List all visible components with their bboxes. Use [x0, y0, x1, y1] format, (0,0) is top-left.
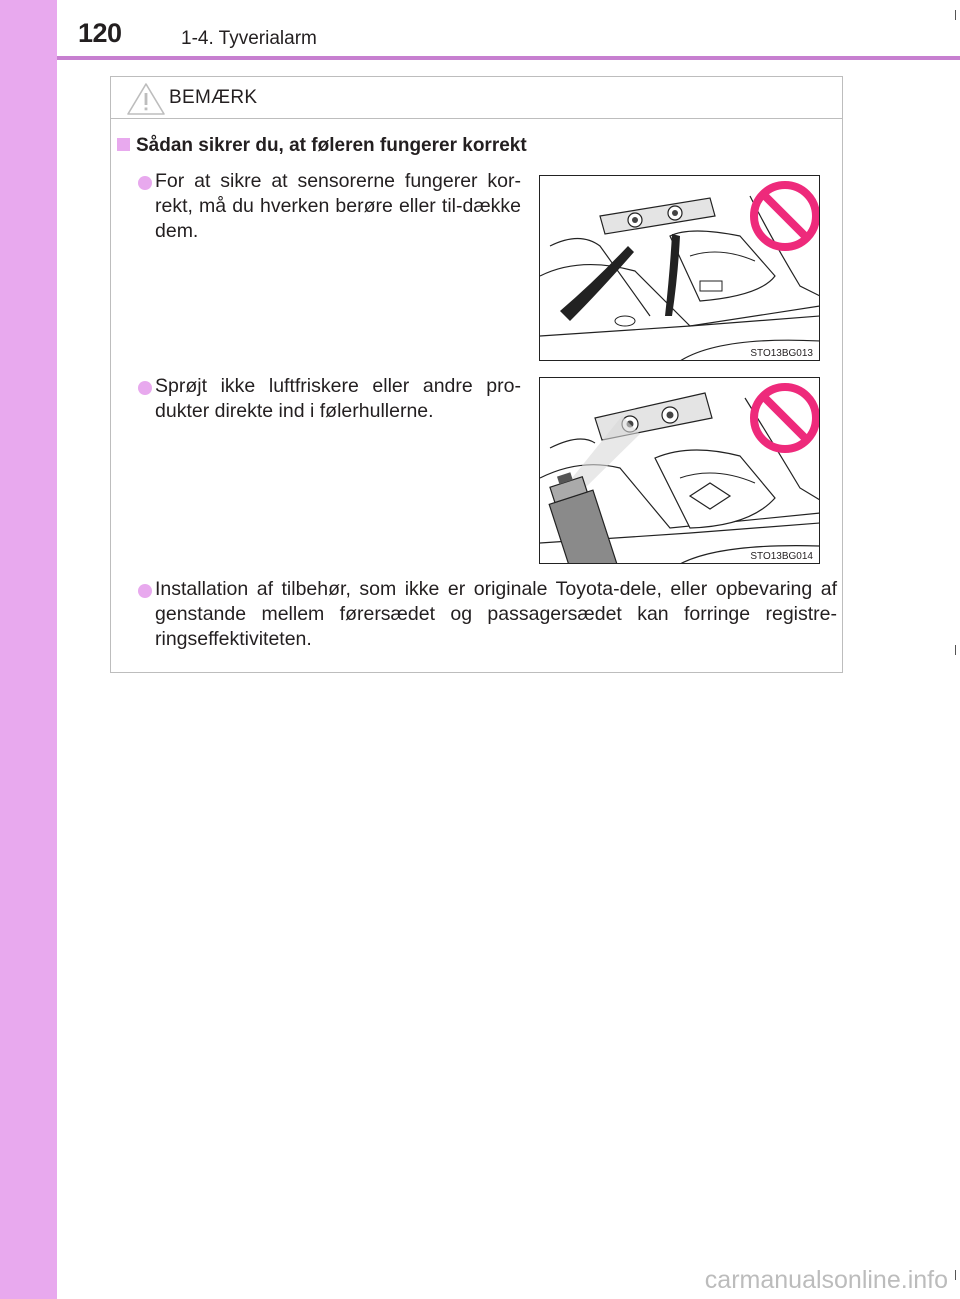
header-rule	[57, 56, 960, 60]
list-item: For at sikre at sensorerne fungerer kor-rekt, må du hverken berøre eller til-dække dem.	[155, 170, 521, 242]
crop-mark	[955, 645, 956, 655]
page-number: 120	[78, 18, 122, 48]
figure-spray-sensor	[539, 377, 820, 564]
notice-box	[110, 76, 843, 673]
section-heading	[117, 135, 527, 157]
figure-touch-sensor	[539, 175, 820, 361]
list-item: Installation af tilbehør, som ikke er originale Toyota-dele, eller opbevaring af genstande mellem førersædet og passagersædet kan forringe registre-ringseffektiviteten.	[155, 578, 837, 650]
section-heading-text: Sådan sikrer du, at føleren fungerer korrekt	[136, 135, 527, 156]
notice-header	[111, 77, 842, 119]
watermark: carmanualsonline.info	[704, 1266, 948, 1294]
figure-code: STO13BG014	[750, 551, 813, 562]
crop-mark	[955, 10, 956, 20]
bullet-dot-icon	[138, 381, 152, 395]
prohibited-icon	[754, 185, 816, 247]
square-bullet-icon	[117, 138, 130, 151]
prohibited-icon	[754, 387, 816, 449]
warning-triangle-icon	[126, 82, 166, 116]
bullet-dot-icon	[138, 176, 152, 190]
list-item: Sprøjt ikke luftfriskere eller andre pro-dukter direkte ind i følerhullerne.	[155, 375, 521, 422]
bullet-dot-icon	[138, 584, 152, 598]
page-sidebar	[0, 0, 57, 1299]
crop-mark	[955, 1270, 956, 1280]
notice-title: BEMÆRK	[169, 87, 258, 108]
chapter-title: 1-4. Tyverialarm	[181, 28, 317, 49]
figure-code: STO13BG013	[750, 348, 813, 359]
